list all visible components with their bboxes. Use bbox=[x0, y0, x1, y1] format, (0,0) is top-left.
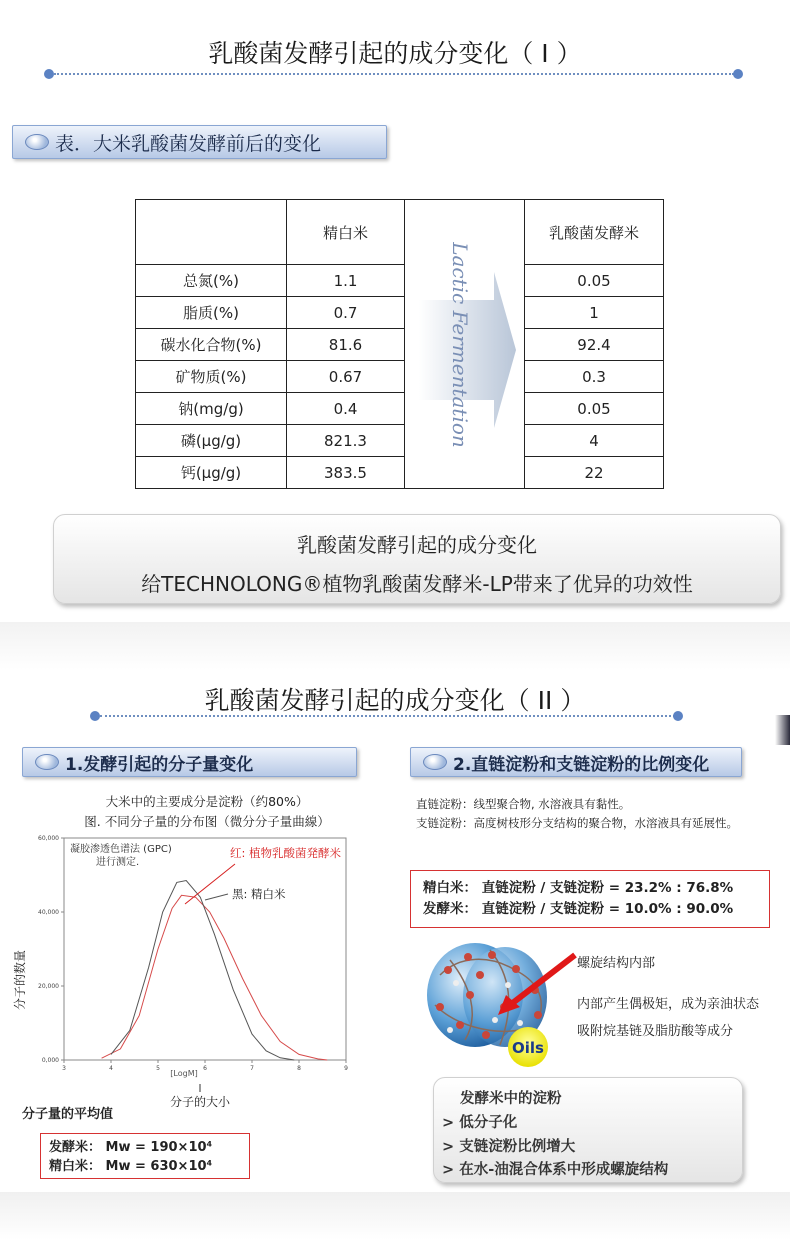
ratio-fermented: 发酵米： 直链淀粉 / 支链淀粉 = 10.0% : 90.0% bbox=[423, 901, 734, 917]
starch-point: > 支链淀粉比例增大 bbox=[442, 1139, 576, 1155]
mw-bar-label: 1.发酵引起的分子量变化 bbox=[65, 754, 254, 775]
title2-dot-left bbox=[90, 711, 100, 721]
chart-note-1: 凝胶渗透色谱法 (GPC) bbox=[70, 844, 172, 855]
section2-title: 乳酸菌发酵引起的成分变化（ II ） bbox=[204, 686, 586, 715]
avg-mw-box bbox=[40, 1133, 250, 1179]
ratio-box bbox=[410, 870, 770, 928]
amylose-def: 直链淀粉：线型聚合物, 水溶液具有黏性。 bbox=[416, 797, 631, 811]
legend-black-pointer bbox=[205, 894, 228, 900]
value-after: 22 bbox=[525, 457, 664, 489]
table-corner bbox=[136, 200, 287, 265]
row-label: 脂质(%) bbox=[136, 297, 287, 329]
value-before: 0.7 bbox=[287, 297, 405, 329]
bottom-band bbox=[0, 1192, 790, 1240]
col-header-after: 乳酸菌发酵米 bbox=[525, 200, 664, 265]
y-tick-label: 0,000 bbox=[41, 1057, 59, 1064]
ratio-bar bbox=[410, 747, 742, 777]
x-tick-label: 8 bbox=[297, 1065, 301, 1072]
summary-box bbox=[53, 514, 781, 604]
y-tick-label: 20,000 bbox=[38, 983, 59, 990]
legend-black: 黑: 精白米 bbox=[232, 887, 286, 901]
value-after: 92.4 bbox=[525, 329, 664, 361]
row-label: 磷(μg/g) bbox=[136, 425, 287, 457]
oils-label: Oils bbox=[512, 1039, 544, 1057]
value-before: 1.1 bbox=[287, 265, 405, 297]
avg-mw-polished: 精白米： Mw = 630×10⁴ bbox=[49, 1159, 213, 1174]
table-caption-bar bbox=[12, 125, 387, 159]
x-tick-label: 5 bbox=[156, 1065, 160, 1072]
plot-frame bbox=[64, 838, 346, 1060]
helix-illustration bbox=[420, 935, 580, 1070]
row-label: 钠(mg/g) bbox=[136, 393, 287, 425]
chart-note-2: 进行测定. bbox=[96, 857, 140, 868]
helix-label: 螺旋结构内部 bbox=[577, 956, 656, 971]
value-after: 0.3 bbox=[525, 361, 664, 393]
arrow-label: Lactic Fermentation bbox=[448, 242, 472, 448]
series-line-fermented bbox=[102, 895, 328, 1060]
section1-title: 乳酸菌发酵引起的成分变化（ Ⅰ ） bbox=[208, 39, 582, 68]
y-tick-label: 40,000 bbox=[38, 909, 59, 916]
table-caption: 表．大米乳酸菌发酵前后的变化 bbox=[55, 132, 322, 155]
ratio-bar-label: 2.直链淀粉和支链淀粉的比例变化 bbox=[453, 754, 710, 775]
x-tick-label: 6 bbox=[203, 1065, 207, 1072]
value-before: 821.3 bbox=[287, 425, 405, 457]
gpc-chart bbox=[0, 830, 390, 1110]
value-before: 383.5 bbox=[287, 457, 405, 489]
row-label: 矿物质(%) bbox=[136, 361, 287, 393]
starch-point: > 在水-油混合体系中形成螺旋结构 bbox=[442, 1162, 669, 1178]
value-after: 4 bbox=[525, 425, 664, 457]
amylopectin-def: 支链淀粉：高度树枝形分支结构的聚合物，水溶液具有延展性。 bbox=[416, 816, 738, 830]
ratio-polished: 精白米： 直链淀粉 / 支链淀粉 = 23.2% : 76.8% bbox=[423, 880, 734, 896]
bubble-icon bbox=[35, 754, 59, 770]
summary-line1: 乳酸菌发酵引起的成分变化 bbox=[297, 533, 537, 557]
legend-red-pointer bbox=[185, 864, 235, 904]
title-dot-left bbox=[44, 69, 54, 79]
value-before: 0.67 bbox=[287, 361, 405, 393]
x-axis-label: 分子的大小 bbox=[169, 1095, 231, 1109]
chart-desc: 图. 不同分子量的分布图（微分分子量曲線） bbox=[84, 814, 330, 829]
value-after: 0.05 bbox=[525, 265, 664, 297]
x-axis-unit: [LogM] bbox=[170, 1069, 198, 1078]
composition-table-before bbox=[135, 199, 405, 489]
arrow-panel bbox=[404, 199, 524, 489]
title-dot-right bbox=[733, 69, 743, 79]
row-label: 总氮(%) bbox=[136, 265, 287, 297]
starch-summary-title: 发酵米中的淀粉 bbox=[460, 1091, 562, 1107]
series-line-polished bbox=[111, 881, 294, 1061]
y-axis-label: 分子的数量 bbox=[13, 949, 27, 1011]
bubble-icon bbox=[25, 134, 49, 150]
summary-line2: 给TECHNOLONG®植物乳酸菌发酵米-LP带来了优异的功效性 bbox=[141, 572, 693, 596]
value-before: 0.4 bbox=[287, 393, 405, 425]
helix-desc-1: 内部产生偶极矩，成为亲油状态 bbox=[577, 997, 760, 1012]
starch-summary-box bbox=[433, 1077, 743, 1183]
starch-desc: 大米中的主要成分是淀粉（约80%） bbox=[105, 794, 309, 809]
avg-mw-fermented: 发酵米： Mw = 190×10⁴ bbox=[49, 1140, 213, 1155]
bubble-icon bbox=[423, 754, 447, 770]
starch-point: > 低分子化 bbox=[442, 1115, 518, 1131]
helix-desc-2: 吸附烷基链及脂肪酸等成分 bbox=[577, 1024, 734, 1039]
legend-red: 红: 植物乳酸菌発酵米 bbox=[230, 846, 342, 860]
value-before: 81.6 bbox=[287, 329, 405, 361]
title2-dot-right bbox=[673, 711, 683, 721]
title-divider bbox=[54, 73, 734, 75]
mw-bar bbox=[22, 747, 357, 777]
section-separator bbox=[0, 622, 790, 670]
x-tick-label: 3 bbox=[62, 1065, 66, 1072]
title2-divider bbox=[100, 715, 675, 717]
value-after: 0.05 bbox=[525, 393, 664, 425]
y-tick-label: 60,000 bbox=[38, 835, 59, 842]
x-tick-label: 7 bbox=[250, 1065, 254, 1072]
row-label: 碳水化合物(%) bbox=[136, 329, 287, 361]
value-after: 1 bbox=[525, 297, 664, 329]
edge-decoration bbox=[775, 715, 790, 745]
x-tick-label: 4 bbox=[109, 1065, 113, 1072]
x-tick-label: 9 bbox=[344, 1065, 348, 1072]
col-header-before: 精白米 bbox=[287, 200, 405, 265]
avg-mw-title: 分子量的平均值 bbox=[22, 1107, 114, 1122]
row-label: 钙(μg/g) bbox=[136, 457, 287, 489]
composition-table-after bbox=[524, 199, 664, 489]
